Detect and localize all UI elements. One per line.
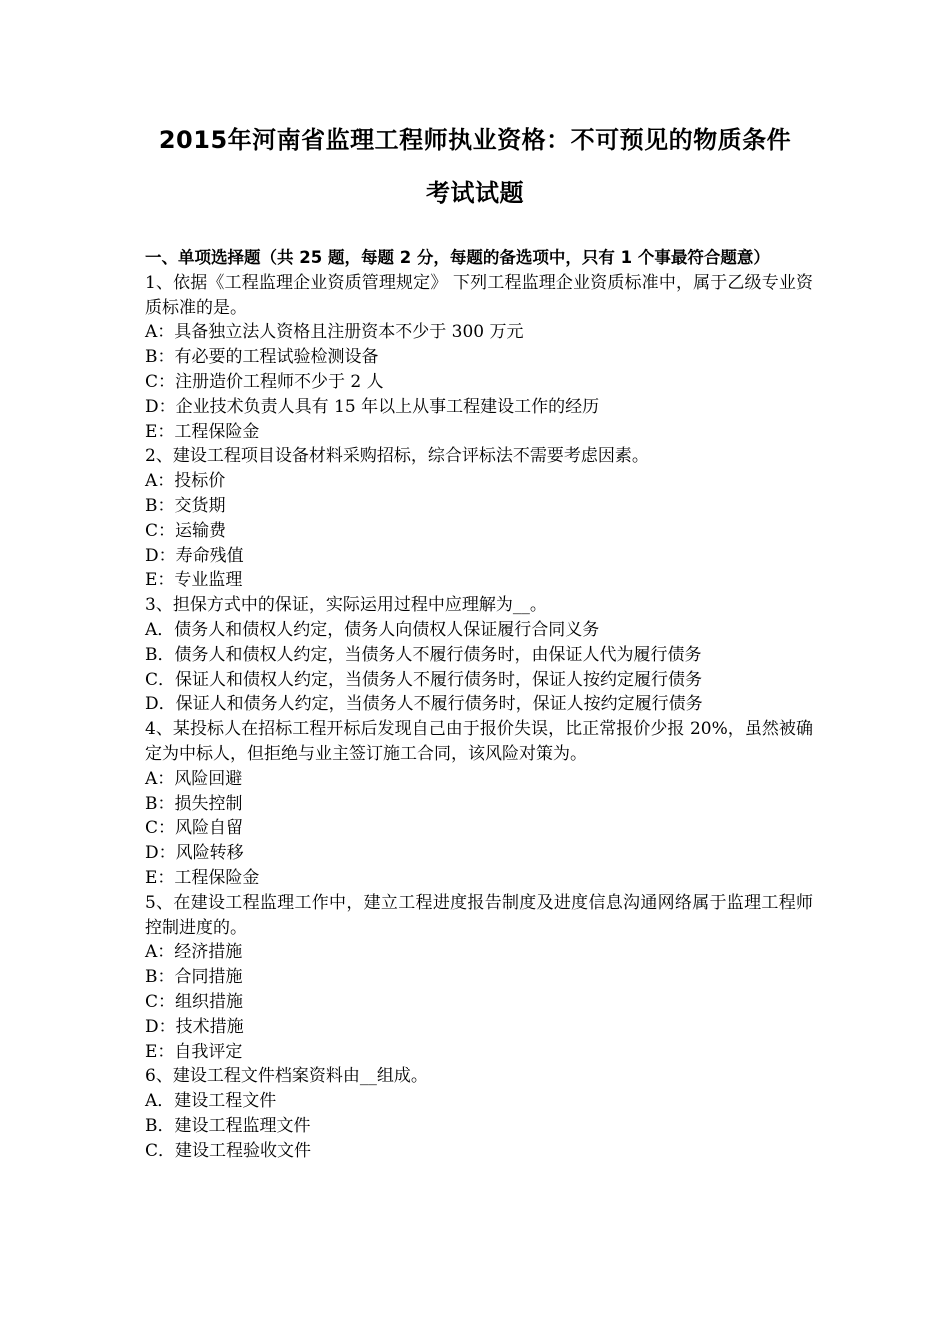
question-4-option-e: E：工程保险金 — [145, 867, 260, 888]
question-2-option-a: A：投标价 — [145, 471, 226, 492]
question-2-option-d: D：寿命残值 — [145, 545, 244, 566]
question-5-option-a: A：经济措施 — [145, 942, 243, 963]
question-5-option-c: C：组织措施 — [145, 991, 244, 1012]
question-4-option-b: B：损失控制 — [145, 793, 243, 814]
question-4-option-a: A：风险回避 — [145, 768, 243, 789]
question-1-option-d: D：企业技术负责人具有 15 年以上从事工程建设工作的经历 — [145, 396, 600, 417]
question-3-text: 3、担保方式中的保证，实际运用过程中应理解为__。 — [145, 595, 547, 616]
question-4-option-c: C：风险自留 — [145, 818, 244, 839]
question-5-option-d: D：技术措施 — [145, 1016, 244, 1037]
question-1-option-a: A：具备独立法人资格且注册资本不少于 300 万元 — [145, 322, 524, 343]
question-4-text: 4、某投标人在招标工程开标后发现自己由于报价失误，比正常报价少报 20%，虽然被确定为中标人，但拒绝与业主签订施工合同，该风险对策为。 — [145, 719, 813, 764]
question-3-option-c: C．保证人和债权人约定，当债务人不履行债务时，保证人按约定履行债务 — [145, 669, 703, 690]
question-3-option-d: D．保证人和债务人约定，当债务人不履行债务时，保证人按约定履行债务 — [145, 694, 703, 715]
question-2-option-e: E：专业监理 — [145, 570, 243, 591]
document-body — [145, 246, 813, 1163]
question-5-option-b: B：合同措施 — [145, 967, 243, 988]
question-6-option-b: B．建设工程监理文件 — [145, 1115, 311, 1136]
question-6-option-a: A．建设工程文件 — [145, 1091, 277, 1112]
question-3-option-a: A．债务人和债权人约定，债务人向债权人保证履行合同义务 — [145, 619, 600, 640]
question-1-option-b: B：有必要的工程试验检测设备 — [145, 347, 379, 368]
question-4-option-d: D：风险转移 — [145, 843, 244, 864]
question-6-option-c: C．建设工程验收文件 — [145, 1140, 312, 1161]
question-2-option-b: B：交货期 — [145, 495, 226, 516]
question-2-text: 2、建设工程项目设备材料采购招标，综合评标法不需要考虑因素。 — [145, 446, 649, 467]
question-2-option-c: C：运输费 — [145, 520, 227, 541]
question-1-option-e: E：工程保险金 — [145, 421, 260, 442]
question-1-option-c: C：注册造价工程师不少于 2 人 — [145, 371, 384, 392]
document-title-line-1: 2015年河南省监理工程师执业资格：不可预见的物质条件 — [158, 126, 792, 154]
question-6-text: 6、建设工程文件档案资料由__组成。 — [145, 1066, 428, 1087]
question-5-option-e: E：自我评定 — [145, 1041, 243, 1062]
question-1-text: 1、依据《工程监理企业资质管理规定》 下列工程监理企业资质标准中，属于乙级专业资质标准的是。 — [145, 272, 813, 318]
question-5-text: 5、在建设工程监理工作中，建立工程进度报告制度及进度信息沟通网络属于监理工程师控制进度的。 — [145, 892, 813, 938]
document-title-line-2: 考试试题 — [426, 179, 524, 207]
question-3-option-b: B．债务人和债权人约定，当债务人不履行债务时，由保证人代为履行债务 — [145, 644, 702, 665]
section-heading: 一、单项选择题（共 25 题，每题 2 分，每题的备选项中，只有 1 个事最符合题意） — [145, 248, 770, 267]
